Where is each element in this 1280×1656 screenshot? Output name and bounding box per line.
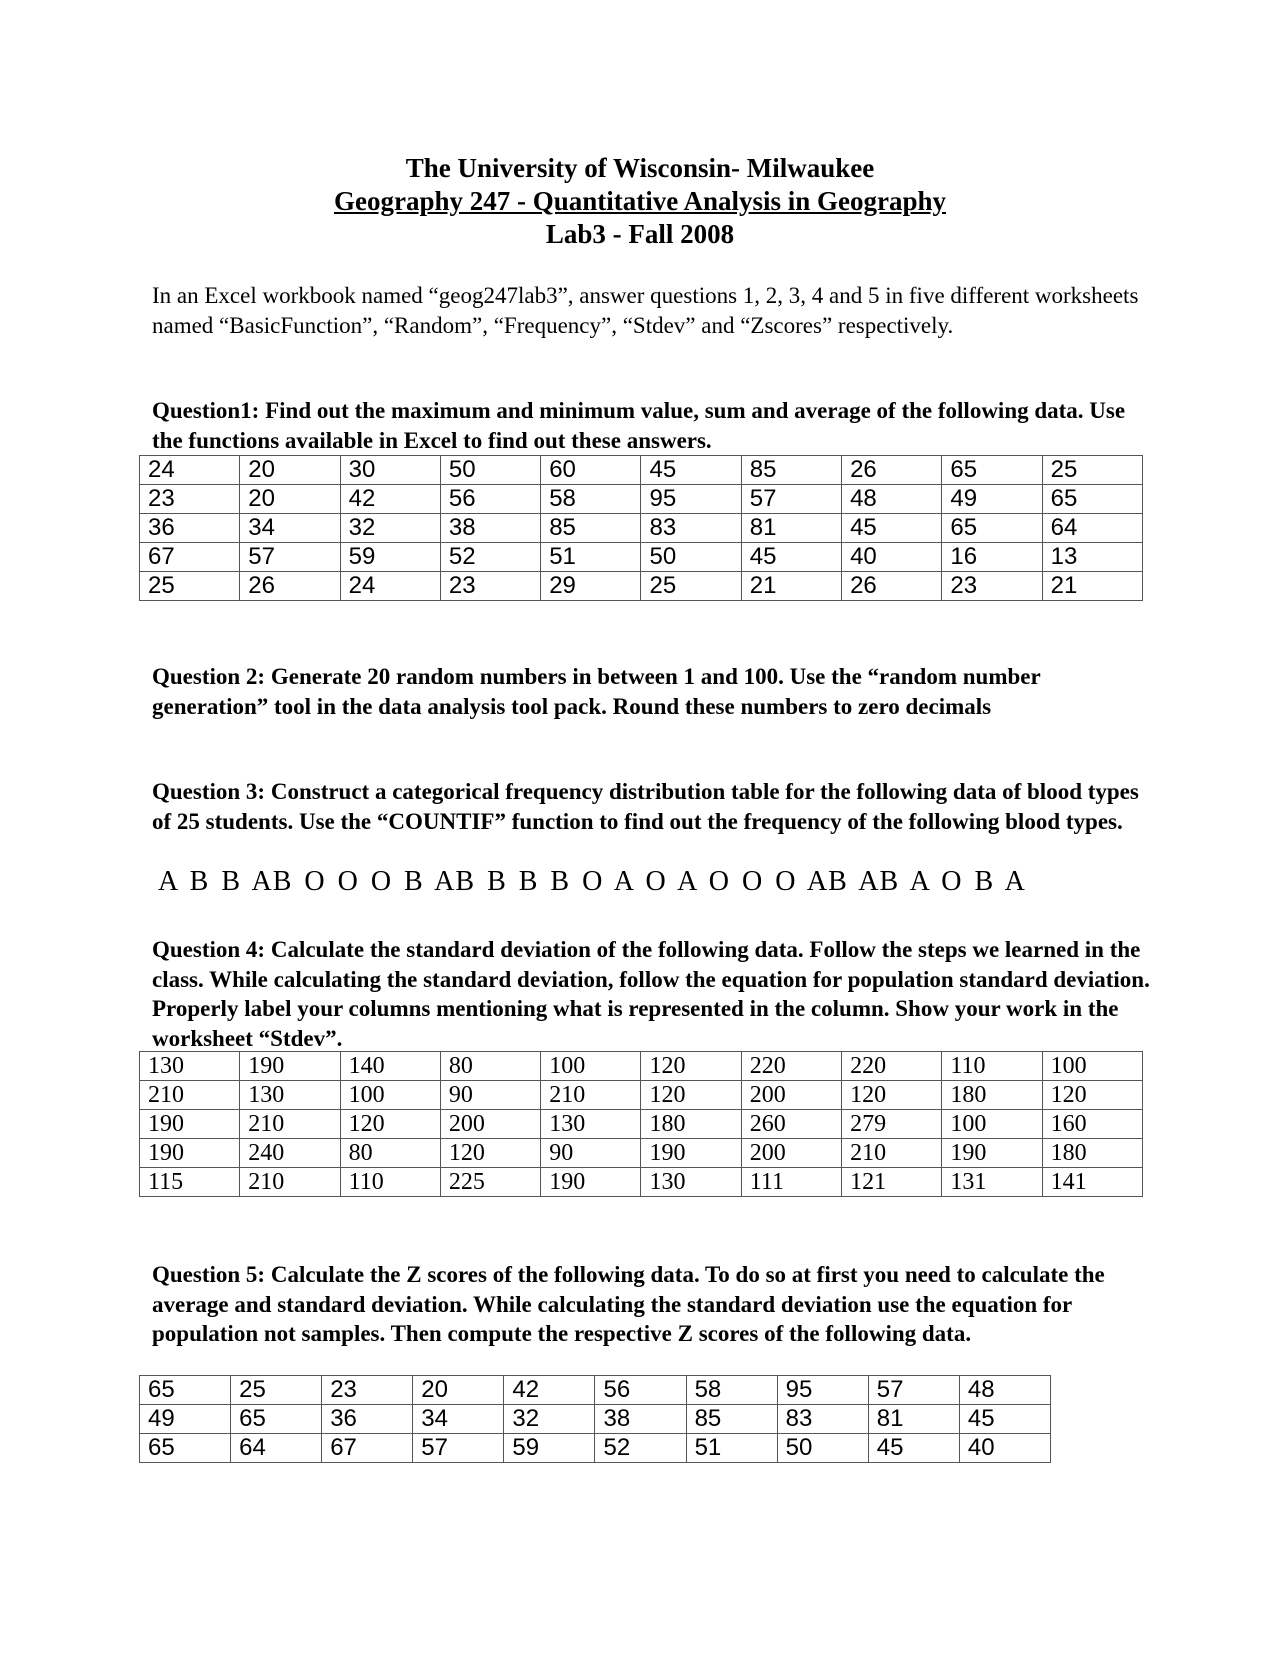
table-cell: 130 — [541, 1110, 641, 1139]
table-cell: 190 — [140, 1139, 240, 1168]
table-cell: 57 — [240, 543, 340, 572]
table-cell: 51 — [541, 543, 641, 572]
table-cell: 100 — [340, 1081, 440, 1110]
table-cell: 111 — [741, 1168, 841, 1197]
course-title: Geography 247 - Quantitative Analysis in Geography — [333, 186, 947, 216]
table-cell: 45 — [842, 514, 942, 543]
table-cell: 85 — [741, 456, 841, 485]
table-cell: 81 — [741, 514, 841, 543]
table-cell: 120 — [842, 1081, 942, 1110]
table-cell: 100 — [942, 1110, 1042, 1139]
table-cell: 24 — [340, 572, 440, 601]
table-cell: 52 — [595, 1434, 686, 1463]
table-row — [140, 514, 1143, 543]
table-cell: 13 — [1042, 543, 1142, 572]
table-cell: 34 — [240, 514, 340, 543]
table-cell: 30 — [340, 456, 440, 485]
table-cell: 50 — [777, 1434, 868, 1463]
table-cell: 115 — [140, 1168, 240, 1197]
table-cell: 95 — [641, 485, 741, 514]
table-cell: 58 — [686, 1376, 777, 1405]
table-cell: 42 — [504, 1376, 595, 1405]
table-cell: 210 — [140, 1081, 240, 1110]
table-cell: 95 — [777, 1376, 868, 1405]
table-cell: 200 — [741, 1139, 841, 1168]
table-row — [140, 1110, 1143, 1139]
table-cell: 57 — [868, 1376, 959, 1405]
table-cell: 180 — [1042, 1139, 1142, 1168]
question-5-text: Question 5: Calculate the Z scores of the following data. To do so at first you need to calculate the average and standard deviation. While calculating the standard deviation use the equation for population not samples. Then compute the respective Z scores of the following data. — [152, 1262, 1105, 1346]
table-cell: 48 — [959, 1376, 1050, 1405]
table-cell: 225 — [440, 1168, 540, 1197]
table-cell: 90 — [541, 1139, 641, 1168]
table-cell: 130 — [641, 1168, 741, 1197]
table-cell: 65 — [231, 1405, 322, 1434]
table-cell: 32 — [340, 514, 440, 543]
table-row — [140, 543, 1143, 572]
table-cell: 34 — [413, 1405, 504, 1434]
table-cell: 20 — [413, 1376, 504, 1405]
table-cell: 120 — [440, 1139, 540, 1168]
table-cell: 16 — [942, 543, 1042, 572]
table-cell: 40 — [842, 543, 942, 572]
table-cell: 100 — [1042, 1052, 1142, 1081]
table-cell: 120 — [1042, 1081, 1142, 1110]
table-cell: 190 — [541, 1168, 641, 1197]
table-cell: 57 — [413, 1434, 504, 1463]
table-cell: 65 — [140, 1434, 231, 1463]
table-cell: 160 — [1042, 1110, 1142, 1139]
table-cell: 67 — [322, 1434, 413, 1463]
table-cell: 57 — [741, 485, 841, 514]
table-cell: 23 — [440, 572, 540, 601]
table-cell: 190 — [942, 1139, 1042, 1168]
table-row — [140, 456, 1143, 485]
table-row — [140, 485, 1143, 514]
table-cell: 141 — [1042, 1168, 1142, 1197]
table-cell: 190 — [641, 1139, 741, 1168]
table-cell: 60 — [541, 456, 641, 485]
table-cell: 64 — [1042, 514, 1142, 543]
question-5-table — [139, 1375, 1051, 1463]
table-cell: 50 — [440, 456, 540, 485]
table-cell: 51 — [686, 1434, 777, 1463]
table-row — [140, 1434, 1051, 1463]
table-cell: 83 — [777, 1405, 868, 1434]
table-row — [140, 1168, 1143, 1197]
table-cell: 50 — [641, 543, 741, 572]
table-cell: 120 — [641, 1081, 741, 1110]
table-cell: 26 — [842, 572, 942, 601]
table-cell: 67 — [140, 543, 240, 572]
table-cell: 131 — [942, 1168, 1042, 1197]
table-cell: 90 — [440, 1081, 540, 1110]
table-cell: 110 — [942, 1052, 1042, 1081]
table-cell: 21 — [1042, 572, 1142, 601]
table-cell: 210 — [842, 1139, 942, 1168]
table-cell: 36 — [140, 514, 240, 543]
table-cell: 120 — [340, 1110, 440, 1139]
table-cell: 29 — [541, 572, 641, 601]
blood-types-list: A B B AB O O O B AB B B B O A O A O O O AB AB A O B A — [158, 866, 1026, 897]
table-cell: 56 — [440, 485, 540, 514]
table-cell: 25 — [140, 572, 240, 601]
table-cell: 52 — [440, 543, 540, 572]
table-cell: 180 — [641, 1110, 741, 1139]
intro-paragraph: In an Excel workbook named “geog247lab3”, answer questions 1, 2, 3, 4 and 5 in five different worksheets named “BasicFunction”, “Random”, “Frequency”, “Stdev” and “Zscores” respectively. — [152, 283, 1139, 338]
table-cell: 210 — [541, 1081, 641, 1110]
question-4-table — [139, 1051, 1143, 1197]
table-cell: 85 — [541, 514, 641, 543]
table-cell: 32 — [504, 1405, 595, 1434]
table-cell: 25 — [641, 572, 741, 601]
table-row — [140, 1405, 1051, 1434]
table-cell: 20 — [240, 456, 340, 485]
table-cell: 58 — [541, 485, 641, 514]
table-cell: 25 — [231, 1376, 322, 1405]
question-2-text: Question 2: Generate 20 random numbers in between 1 and 100. Use the “random number generation” tool in the data analysis tool pack. Round these numbers to zero decimals — [152, 664, 1041, 719]
table-cell: 45 — [959, 1405, 1050, 1434]
table-cell: 64 — [231, 1434, 322, 1463]
table-cell: 83 — [641, 514, 741, 543]
table-cell: 26 — [240, 572, 340, 601]
table-cell: 25 — [1042, 456, 1142, 485]
table-row — [140, 1052, 1143, 1081]
table-row — [140, 1139, 1143, 1168]
table-cell: 23 — [322, 1376, 413, 1405]
table-cell: 65 — [942, 456, 1042, 485]
table-cell: 45 — [641, 456, 741, 485]
table-cell: 45 — [741, 543, 841, 572]
table-cell: 59 — [340, 543, 440, 572]
table-cell: 100 — [541, 1052, 641, 1081]
table-cell: 220 — [842, 1052, 942, 1081]
table-cell: 190 — [240, 1052, 340, 1081]
table-row — [140, 1376, 1051, 1405]
table-cell: 130 — [240, 1081, 340, 1110]
table-cell: 85 — [686, 1405, 777, 1434]
question-4-text: Question 4: Calculate the standard deviation of the following data. Follow the steps we learned in the class. While calculating the standard deviation, follow the equation for population standard deviation. Properly label your columns mentioning what is represented in the column. Show your work in the worksheet “Stdev”. — [152, 937, 1150, 1051]
table-cell: 49 — [140, 1405, 231, 1434]
table-cell: 65 — [1042, 485, 1142, 514]
table-cell: 240 — [240, 1139, 340, 1168]
table-cell: 20 — [240, 485, 340, 514]
table-cell: 24 — [140, 456, 240, 485]
table-cell: 23 — [140, 485, 240, 514]
table-cell: 36 — [322, 1405, 413, 1434]
table-cell: 38 — [440, 514, 540, 543]
university-title: The University of Wisconsin- Milwaukee — [405, 153, 875, 183]
table-cell: 260 — [741, 1110, 841, 1139]
table-row — [140, 572, 1143, 601]
table-cell: 279 — [842, 1110, 942, 1139]
question-1-text: Question1: Find out the maximum and minimum value, sum and average of the following data. Use the functions available in Excel to find out these answers. — [152, 398, 1126, 453]
table-cell: 56 — [595, 1376, 686, 1405]
table-cell: 210 — [240, 1168, 340, 1197]
table-cell: 121 — [842, 1168, 942, 1197]
table-cell: 120 — [641, 1052, 741, 1081]
table-cell: 26 — [842, 456, 942, 485]
table-cell: 65 — [140, 1376, 231, 1405]
table-cell: 65 — [942, 514, 1042, 543]
table-cell: 200 — [741, 1081, 841, 1110]
table-cell: 42 — [340, 485, 440, 514]
table-cell: 200 — [440, 1110, 540, 1139]
table-cell: 49 — [942, 485, 1042, 514]
table-cell: 140 — [340, 1052, 440, 1081]
table-cell: 59 — [504, 1434, 595, 1463]
table-cell: 220 — [741, 1052, 841, 1081]
table-cell: 80 — [440, 1052, 540, 1081]
table-cell: 130 — [140, 1052, 240, 1081]
table-cell: 38 — [595, 1405, 686, 1434]
table-cell: 21 — [741, 572, 841, 601]
table-cell: 48 — [842, 485, 942, 514]
question-1-table — [139, 455, 1143, 601]
table-cell: 180 — [942, 1081, 1042, 1110]
table-cell: 110 — [340, 1168, 440, 1197]
table-cell: 210 — [240, 1110, 340, 1139]
table-cell: 40 — [959, 1434, 1050, 1463]
table-cell: 80 — [340, 1139, 440, 1168]
table-cell: 23 — [942, 572, 1042, 601]
table-cell: 190 — [140, 1110, 240, 1139]
table-cell: 81 — [868, 1405, 959, 1434]
table-cell: 45 — [868, 1434, 959, 1463]
question-3-text: Question 3: Construct a categorical frequency distribution table for the following data of blood types of 25 students. Use the “COUNTIF” function to find out the frequency of the following blood types. — [152, 779, 1139, 834]
lab-title: Lab3 - Fall 2008 — [545, 219, 735, 249]
table-row — [140, 1081, 1143, 1110]
